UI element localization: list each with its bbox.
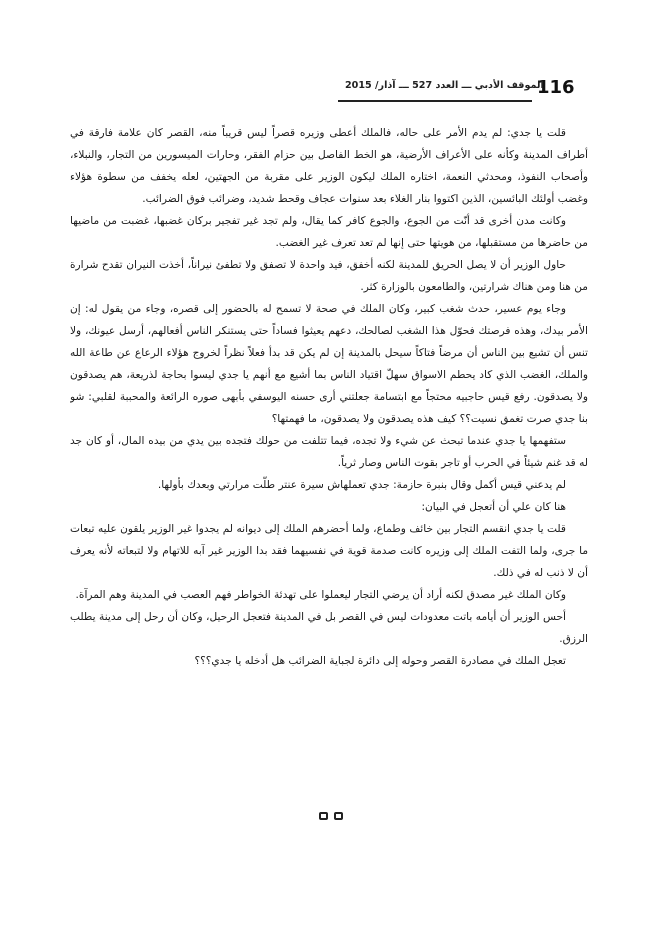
paragraph: ستفهمها يا جدي عندما تبحث عن شيء ولا تجده، فيما تتلفت من حولك فتجده بين يدي من بيده المال، أو كان جد له قد غنم شيئاً في الحرب أو تاجر بقوت الناس وصار ثرياً.: [70, 435, 588, 469]
paragraph: لم يدعني قيس أكمل وقال بنبرة حازمة: جدي تعملهاش سيرة عنتر طلّت مرارتي وبعدك بأولها.: [157, 479, 566, 491]
page-header: [338, 72, 586, 106]
journal-issue-title: الموقف الأدبي ـــ العدد 527 ـــ آذار/ 2015: [345, 80, 544, 91]
paragraph: تعجل الملك في مصادرة القصر وحوله إلى دائرة لجباية الضرائب هل أدخله يا جدي؟؟؟: [194, 655, 566, 667]
paragraph: وكان الملك غير مصدق لكنه أراد أن يرضي التجار ليعملوا على تهدئة الخواطر فهم العصب في المدينة وهم المرآة.: [75, 589, 566, 601]
article-body: [70, 122, 588, 840]
paragraph: قلت يا جدي انقسم التجار بين خائف وطماع، ولما أحضرهم الملك إلى ديوانه لم يجدوا غير الوزير يلقون عليه تبعات ما جرى، ولما التفت الملك إلى وزيره كانت صدمة قوية في نفسيهما فقد بدا الوزير غير آبه للاتهام ولا لتبعاته لأنه يعرف أن لا ذنب له في ذلك.: [70, 523, 588, 579]
paragraph: حاول الوزير أن لا يصل الحريق للمدينة لكنه أخفق، فيد واحدة لا تصفق ولا تطفئ نيراناً، أخذت النيران تقدح شرارة من هنا ومن هناك شرارتين، والطامعون بالوزارة كثر.: [70, 259, 588, 293]
paragraph: هنا كان علي أن أتعجل في البيان:: [421, 501, 566, 513]
end-of-page-ornament: [319, 812, 343, 822]
paragraph: قلت يا جدي: لم يدم الأمر على حاله، فالملك أعطى وزيره قصراً ليس قريباً منه، القصر كان علامة فارقة في أطراف المدينة وكأنه على الأعراف الأرضية، هو الخط الفاصل بين حزام الفقر، وحارات الميسورين من التجار، والنبلاء، وأصحاب النفوذ، ومحدثي النعمة، اختاره الملك ليكون الوزير على مقربة من الجهتين، لعله يخفف من سطوة هؤلاء وغضب أولئك البائسين، الذين اكتووا بنار الغلاء بعد سنوات عجاف وقحط شديد، وضرائب فوق الضرائب.: [70, 127, 588, 205]
page-number: 116: [537, 77, 575, 98]
paragraph: وجاء يوم عسير، حدث شغب كبير، وكان الملك في صحة لا تسمح له بالحضور إلى قصره، وجاء من يقول له: إن الأمر بيدك، وهذه فرصتك فحوّل هذا الشغب لصالحك، دعهم يعيثوا فساداً حتى يستنكر الناس أفعالهم، أرسل عيونك، ولا تنس أن تشيع بين الناس أن مرضاً فتاكاً سيحل بالمدينة إن لم يكن قد بدأ فعلاً نظراً لخروج هؤلاء الرعاع عن طاعة الله والملك، الغضب الذي كاد يحطم الاسواق سهلّ اقتياد الناس بما أشيع مع أنهم يا جدي ليسوا بحاجة لذريعة، هم يصدقون ولا يصدقون. رفع قيس حاجبيه محتجاً مع ابتسامة جعلتني أرى حسنه اليوسفي بأبهى صوره الرائعة والمحببة لقلبي: شو بنا جدي صرت تغمق نسيت؟؟ كيف هذه يصدقون ولا يصدقون، ما فهمتها؟: [70, 303, 588, 425]
paragraph: وكانت مدن أخرى قد أنّت من الجوع، والجوع كافر كما يقال، ولم تجد غير تفجير بركان غضبها، غضبت من ماضيها من حاضرها من مستقبلها، من هويتها حتى إنها لم تعد تعرف غير الغضب.: [70, 215, 588, 249]
ornament-square: [334, 812, 343, 820]
ornament-square: [319, 812, 328, 820]
paragraph: أحس الوزير أن أيامه باتت معدودات ليس في القصر بل في المدينة فتعجل الرحيل، وكان أن رحل إلى مدينة يطلب الرزق.: [70, 611, 588, 645]
header-rule: [338, 100, 532, 102]
